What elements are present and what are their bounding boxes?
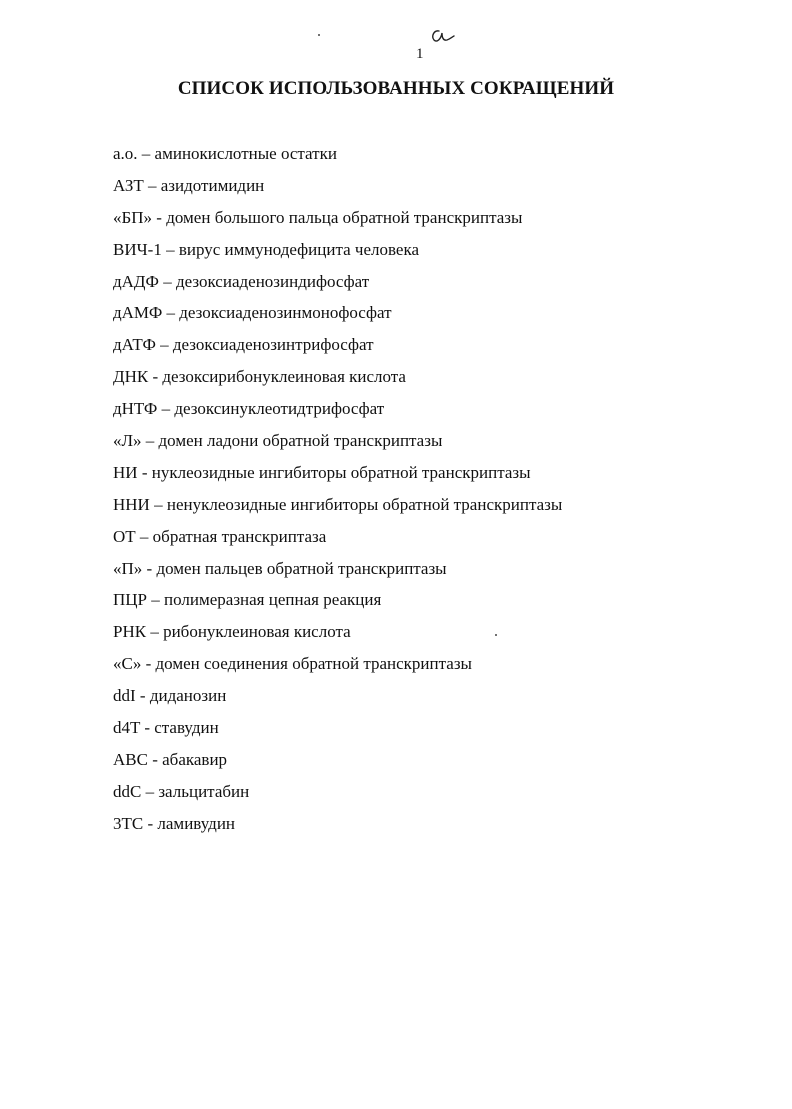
scan-speck — [495, 634, 497, 636]
page-number: 1 — [416, 46, 424, 62]
abbreviation-definition: нуклеозидные ингибиторы обратной транскриптазы — [151, 462, 531, 482]
abbreviation-definition: дезоксирибонуклеиновая кислота — [162, 367, 406, 387]
abbreviation-definition: рибонуклеиновая кислота — [163, 622, 351, 642]
abbreviation-separator: – — [141, 431, 159, 451]
abbreviation-separator: – — [157, 399, 175, 419]
abbreviation-definition: зальцитабин — [158, 781, 250, 801]
abbreviation-entry — [113, 813, 562, 845]
abbreviation-entry — [113, 143, 562, 175]
abbreviation-term: а.о. — [113, 144, 138, 163]
abbreviation-separator: - — [152, 207, 167, 227]
scan-speck — [318, 34, 320, 36]
abbreviation-definition: домен большого пальца обратной транскриптазы — [166, 207, 523, 227]
abbreviation-definition: ненуклеозидные ингибиторы обратной транскриптазы — [166, 494, 563, 514]
abbreviation-separator: - — [141, 654, 156, 674]
abbreviation-term: дАДФ — [113, 271, 159, 291]
abbreviation-definition: вирус иммунодефицита человека — [178, 239, 419, 259]
abbreviation-term: «БП» — [113, 207, 153, 227]
abbreviation-term: ОТ — [113, 526, 136, 546]
abbreviation-entry — [113, 526, 562, 558]
abbreviation-entry — [113, 239, 562, 271]
abbreviation-term: дАТФ — [113, 335, 156, 355]
abbreviation-definition: ламивудин — [157, 813, 236, 833]
abbreviation-term: РНК — [113, 622, 147, 642]
abbreviation-entry — [113, 685, 562, 717]
abbreviation-term: «С» — [113, 654, 142, 674]
abbreviation-term: ddC — [113, 781, 142, 801]
abbreviation-term: ПЦР — [113, 590, 148, 610]
abbreviation-separator: – — [146, 622, 164, 642]
abbreviation-definition: дезоксиаденозиндифосфат — [175, 271, 370, 291]
abbreviation-entry — [113, 334, 562, 366]
abbreviation-entry — [113, 589, 562, 621]
abbreviation-definition: обратная транскриптаза — [152, 526, 327, 546]
abbreviation-separator: – — [162, 303, 180, 323]
abbreviation-separator: – — [149, 494, 167, 514]
abbreviation-term: «П» — [113, 558, 143, 578]
abbreviation-separator: - — [142, 558, 157, 578]
abbreviation-separator: – — [135, 526, 153, 546]
abbreviation-definition: дезоксиаденозинтрифосфат — [172, 335, 374, 355]
abbreviation-list — [113, 143, 562, 845]
abbreviation-separator: – — [137, 144, 155, 163]
abbreviation-definition: дезоксинуклеотидтрифосфат — [174, 399, 385, 419]
abbreviation-term: ABC — [113, 749, 148, 769]
abbreviation-term: ННИ — [113, 494, 150, 514]
abbreviation-definition: ставудин — [154, 718, 219, 738]
abbreviation-term: ВИЧ-1 — [113, 239, 162, 259]
abbreviation-definition: дезоксиаденозинмонофосфат — [179, 303, 392, 323]
abbreviation-definition: диданозин — [149, 686, 227, 706]
abbreviation-entry — [113, 207, 562, 239]
abbreviation-entry — [113, 653, 562, 685]
abbreviation-separator: - — [140, 718, 155, 738]
abbreviation-separator: - — [148, 367, 163, 387]
abbreviation-separator: – — [143, 175, 161, 195]
abbreviation-separator: - — [135, 686, 150, 706]
abbreviation-definition: аминокислотные остатки — [154, 144, 337, 163]
abbreviation-definition: домен соединения обратной транскриптазы — [155, 654, 472, 674]
abbreviation-separator: - — [147, 749, 163, 769]
abbreviation-entry — [113, 621, 562, 653]
abbreviation-separator: – — [158, 271, 176, 291]
abbreviation-entry — [113, 366, 562, 398]
abbreviation-term: дНТФ — [113, 399, 158, 419]
abbreviation-entry — [113, 749, 562, 781]
abbreviation-entry — [113, 494, 562, 526]
abbreviation-entry — [113, 717, 562, 749]
abbreviation-entry — [113, 462, 562, 494]
abbreviation-separator: – — [147, 590, 165, 610]
abbreviation-term: «Л» — [113, 431, 142, 451]
abbreviation-separator: - — [143, 813, 158, 833]
abbreviation-term: ddI — [113, 686, 136, 706]
abbreviation-term: 3TC — [113, 813, 144, 833]
abbreviation-separator: – — [155, 335, 173, 355]
abbreviation-term: ДНК — [113, 367, 149, 387]
abbreviation-separator: – — [141, 781, 159, 801]
abbreviation-term: АЗТ — [113, 175, 144, 195]
abbreviation-entry — [113, 302, 562, 334]
abbreviation-definition: полимеразная цепная реакция — [164, 590, 382, 610]
abbreviation-entry — [113, 271, 562, 303]
abbreviation-term: НИ — [113, 462, 138, 482]
page-title: СПИСОК ИСПОЛЬЗОВАННЫХ СОКРАЩЕНИЙ — [177, 78, 615, 99]
abbreviation-definition: домен пальцев обратной транскриптазы — [156, 558, 447, 578]
abbreviation-entry — [113, 175, 562, 207]
abbreviation-term: d4T — [113, 718, 141, 738]
abbreviation-separator: – — [161, 239, 179, 259]
abbreviation-entry — [113, 781, 562, 813]
handwritten-mark-a — [425, 27, 457, 51]
abbreviation-definition: домен ладони обратной транскриптазы — [158, 431, 443, 451]
abbreviation-entry — [113, 430, 562, 462]
abbreviation-term: дАМФ — [113, 303, 163, 323]
abbreviation-entry — [113, 558, 562, 590]
abbreviation-definition: азидотимидин — [160, 175, 265, 195]
abbreviation-definition: абакавир — [162, 749, 228, 769]
abbreviation-entry — [113, 398, 562, 430]
abbreviation-separator: - — [137, 462, 152, 482]
